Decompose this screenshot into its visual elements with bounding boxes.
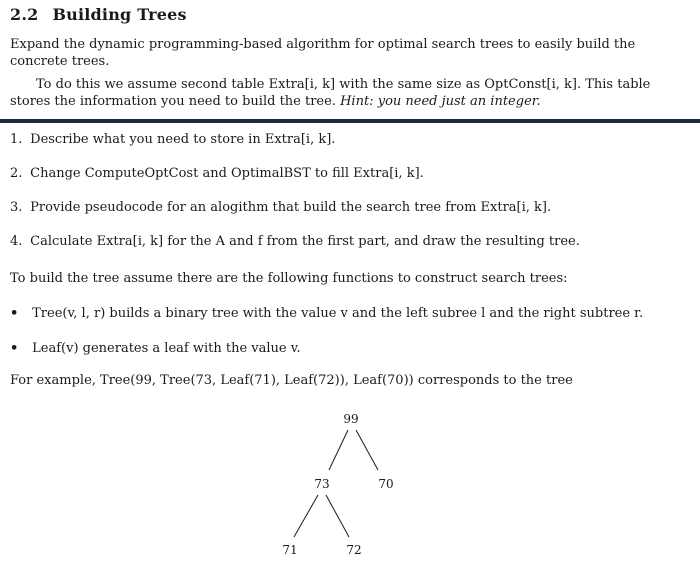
hint-label: Hint: (340, 94, 374, 109)
extra-table-text: To do this we assume second table Extra[i, k] with the same size as OptConst[i, k]. This table stores the information you need to build the tree. (10, 77, 651, 109)
section-heading (10, 5, 187, 24)
bullet-icon: • (10, 341, 19, 356)
task-item (10, 233, 690, 250)
tree-diagram (270, 400, 430, 565)
task-number: 4. (10, 234, 23, 249)
extra-table-paragraph (10, 76, 692, 110)
task-text: Provide pseudocode for an alogithm that build the search tree from Extra[i, k]. (30, 200, 552, 215)
problem-header (0, 0, 700, 120)
function-item (10, 306, 700, 321)
bullet-icon: • (10, 306, 19, 321)
task-item (10, 131, 690, 148)
edge-99-70 (356, 430, 378, 470)
task-number: 1. (10, 132, 23, 147)
task-text: Change ComputeOptCost and OptimalBST to fill Extra[i, k]. (30, 166, 424, 181)
function-text: Leaf(v) generates a leaf with the value v. (32, 341, 301, 356)
tree-node-left: 73 (314, 477, 330, 491)
tree-node-left-left: 71 (282, 543, 298, 557)
task-text: Calculate Extra[i, k] for the A and f from the first part, and draw the resulting tree. (30, 234, 580, 249)
tree-node-left-right: 72 (346, 543, 362, 557)
section-divider (0, 119, 700, 123)
function-item (10, 341, 700, 356)
task-item (10, 199, 690, 216)
task-item (10, 165, 690, 182)
task-text: Describe what you need to store in Extra[i, k]. (30, 132, 336, 147)
tree-node-root: 99 (343, 412, 359, 426)
task-number: 3. (10, 200, 23, 215)
tree-node-right: 70 (378, 477, 394, 491)
task-number: 2. (10, 166, 23, 181)
edge-99-73 (329, 430, 348, 470)
intro-paragraph: Expand the dynamic programming-based algorithm for optimal search trees to easily build the concrete trees. (10, 37, 636, 69)
function-text: Tree(v, l, r) builds a binary tree with the value v and the left subree l and the right subtree r. (32, 306, 644, 321)
hint-text: you need just an integer. (377, 94, 541, 109)
example-sentence: For example, Tree(99, Tree(73, Leaf(71), Leaf(72)), Leaf(70)) corresponds to the tree (10, 373, 573, 388)
functions-intro: To build the tree assume there are the following functions to construct search trees: (10, 271, 568, 286)
edge-73-71 (294, 495, 318, 537)
edge-73-72 (326, 495, 349, 537)
section-title: Building Trees (52, 5, 187, 24)
section-number: 2.2 (10, 5, 39, 24)
